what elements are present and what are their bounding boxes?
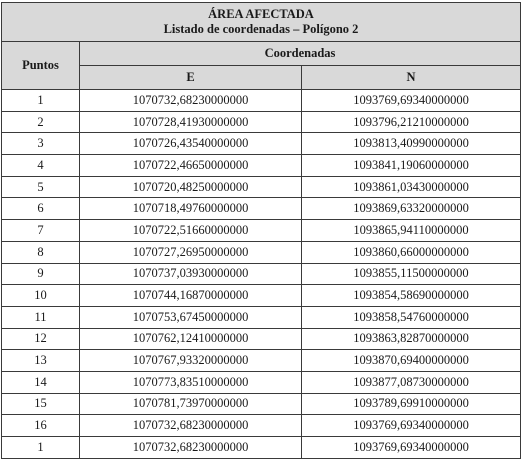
cell-e: 1070767,93320000000 xyxy=(80,350,302,372)
cell-e: 1070727,26950000000 xyxy=(80,241,302,263)
cell-punto: 16 xyxy=(2,415,80,437)
table-row xyxy=(2,133,521,155)
cell-punto: 13 xyxy=(2,350,80,372)
cell-n: 1093869,63320000000 xyxy=(302,198,521,220)
cell-n: 1093865,94110000000 xyxy=(302,220,521,242)
table-title-line1: ÁREA AFECTADA xyxy=(208,7,314,21)
cell-n: 1093855,11500000000 xyxy=(302,263,521,285)
coordinates-table xyxy=(1,2,521,459)
cell-punto: 8 xyxy=(2,241,80,263)
cell-e: 1070744,16870000000 xyxy=(80,285,302,307)
cell-punto: 11 xyxy=(2,306,80,328)
cell-n: 1093769,69340000000 xyxy=(302,90,521,112)
table-row xyxy=(2,393,521,415)
cell-punto: 10 xyxy=(2,285,80,307)
cell-e: 1070781,73970000000 xyxy=(80,393,302,415)
column-header-coordenadas: Coordenadas xyxy=(80,42,521,66)
cell-n: 1093877,08730000000 xyxy=(302,371,521,393)
column-header-puntos: Puntos xyxy=(2,42,80,90)
table-row xyxy=(2,415,521,437)
column-header-n: N xyxy=(302,66,521,90)
column-header-e: E xyxy=(80,66,302,90)
cell-e: 1070728,41930000000 xyxy=(80,111,302,133)
cell-e: 1070726,43540000000 xyxy=(80,133,302,155)
cell-punto: 1 xyxy=(2,90,80,112)
cell-punto: 6 xyxy=(2,198,80,220)
cell-n: 1093789,69910000000 xyxy=(302,393,521,415)
cell-e: 1070753,67450000000 xyxy=(80,306,302,328)
cell-punto: 2 xyxy=(2,111,80,133)
cell-e: 1070773,83510000000 xyxy=(80,371,302,393)
cell-punto: 14 xyxy=(2,371,80,393)
table-title-line2: Listado de coordenadas – Polígono 2 xyxy=(163,22,359,36)
cell-n: 1093861,03430000000 xyxy=(302,176,521,198)
table-row xyxy=(2,263,521,285)
cell-n: 1093841,19060000000 xyxy=(302,155,521,177)
table-row xyxy=(2,437,521,459)
cell-punto: 4 xyxy=(2,155,80,177)
table-title xyxy=(2,3,521,42)
cell-punto: 3 xyxy=(2,133,80,155)
table-row xyxy=(2,241,521,263)
cell-n: 1093854,58690000000 xyxy=(302,285,521,307)
table-row xyxy=(2,176,521,198)
table-row xyxy=(2,111,521,133)
cell-n: 1093769,69340000000 xyxy=(302,415,521,437)
table-row xyxy=(2,285,521,307)
cell-e: 1070722,51660000000 xyxy=(80,220,302,242)
cell-e: 1070718,49760000000 xyxy=(80,198,302,220)
cell-e: 1070737,03930000000 xyxy=(80,263,302,285)
cell-punto: 9 xyxy=(2,263,80,285)
table-row xyxy=(2,371,521,393)
cell-punto: 1 xyxy=(2,437,80,459)
cell-e: 1070732,68230000000 xyxy=(80,415,302,437)
cell-punto: 12 xyxy=(2,328,80,350)
table-row xyxy=(2,198,521,220)
cell-n: 1093863,82870000000 xyxy=(302,328,521,350)
cell-n: 1093769,69340000000 xyxy=(302,437,521,459)
cell-e: 1070732,68230000000 xyxy=(80,437,302,459)
cell-e: 1070720,48250000000 xyxy=(80,176,302,198)
cell-e: 1070762,12410000000 xyxy=(80,328,302,350)
table-row xyxy=(2,90,521,112)
cell-n: 1093796,21210000000 xyxy=(302,111,521,133)
cell-n: 1093870,69400000000 xyxy=(302,350,521,372)
cell-e: 1070722,46650000000 xyxy=(80,155,302,177)
table-row xyxy=(2,155,521,177)
table-row xyxy=(2,220,521,242)
cell-punto: 15 xyxy=(2,393,80,415)
cell-n: 1093858,54760000000 xyxy=(302,306,521,328)
cell-punto: 7 xyxy=(2,220,80,242)
cell-punto: 5 xyxy=(2,176,80,198)
cell-e: 1070732,68230000000 xyxy=(80,90,302,112)
cell-n: 1093860,66000000000 xyxy=(302,241,521,263)
table-row xyxy=(2,350,521,372)
table-row xyxy=(2,306,521,328)
cell-n: 1093813,40990000000 xyxy=(302,133,521,155)
table-row xyxy=(2,328,521,350)
